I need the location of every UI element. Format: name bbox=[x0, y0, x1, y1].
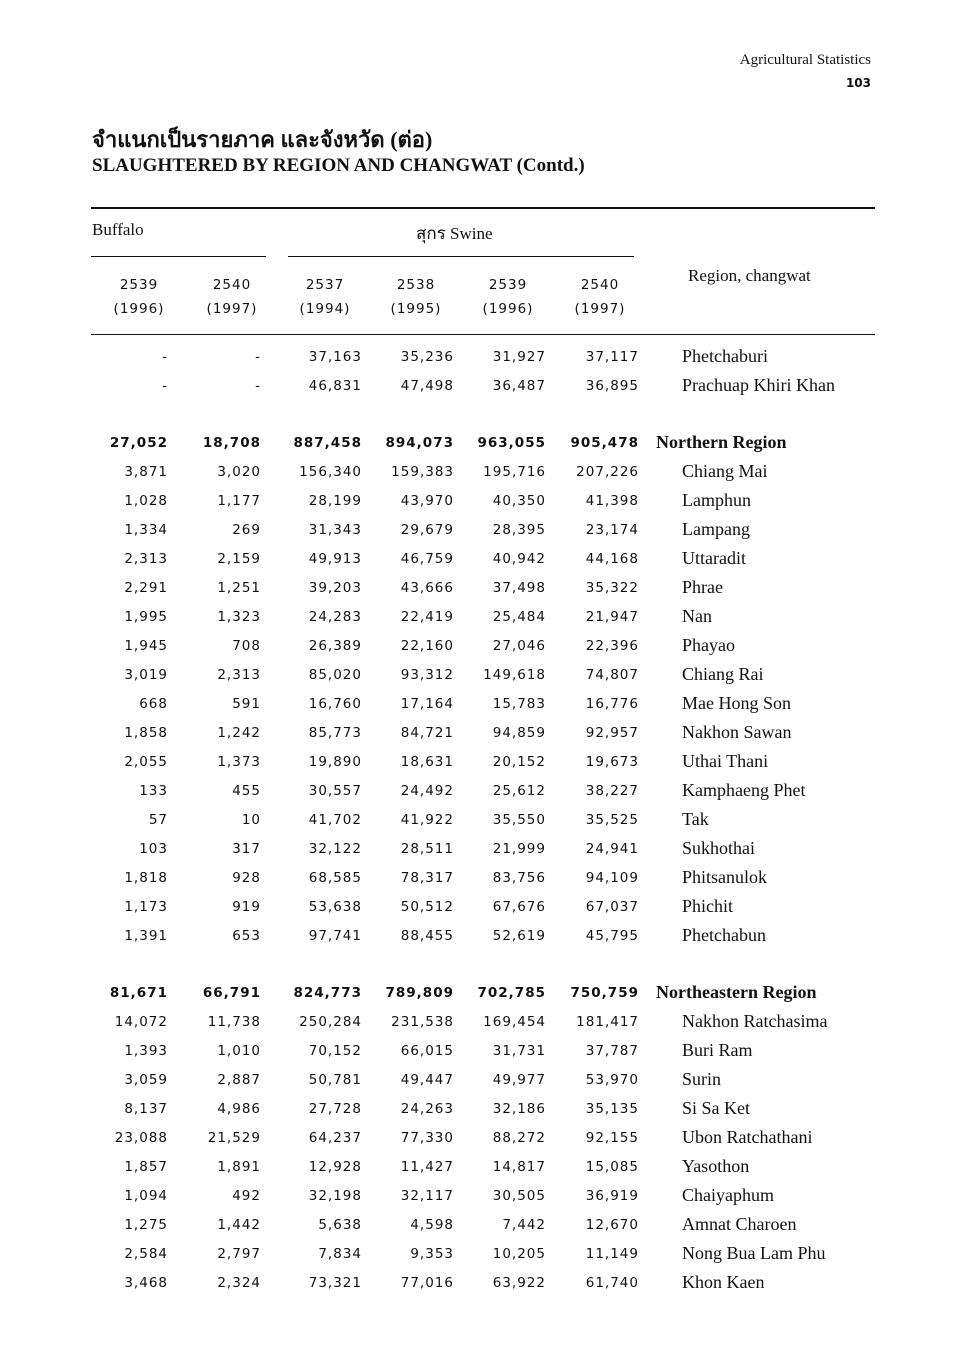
table-cell: 17,164 bbox=[400, 696, 454, 712]
row-label-changwat: Khon Kaen bbox=[682, 1272, 765, 1292]
table-row bbox=[0, 750, 966, 779]
table-cell: 1,891 bbox=[217, 1159, 261, 1175]
table-cell: 12,670 bbox=[585, 1217, 639, 1233]
table-row bbox=[0, 1126, 966, 1155]
table-cell: 231,538 bbox=[391, 1014, 454, 1030]
table-cell: - bbox=[255, 349, 261, 365]
table-cell: 455 bbox=[232, 783, 261, 799]
table-cell: 1,442 bbox=[217, 1217, 261, 1233]
table-cell: 3,871 bbox=[124, 464, 168, 480]
table-cell: 919 bbox=[232, 899, 261, 915]
row-label-changwat: Prachuap Khiri Khan bbox=[682, 375, 835, 395]
table-cell: 1,177 bbox=[217, 493, 261, 509]
table-cell: 92,155 bbox=[585, 1130, 639, 1146]
table-cell: 492 bbox=[232, 1188, 261, 1204]
table-cell: 8,137 bbox=[124, 1101, 168, 1117]
row-label-changwat: Phayao bbox=[682, 635, 735, 655]
table-cell: 39,203 bbox=[308, 580, 362, 596]
table-row bbox=[0, 837, 966, 866]
table-cell: 3,059 bbox=[124, 1072, 168, 1088]
table-cell: 70,152 bbox=[308, 1043, 362, 1059]
table-cell: 94,859 bbox=[492, 725, 546, 741]
table-row bbox=[0, 460, 966, 489]
table-row bbox=[0, 576, 966, 605]
table-cell: 66,015 bbox=[400, 1043, 454, 1059]
table-cell: 1,242 bbox=[217, 725, 261, 741]
row-label-changwat: Sukhothai bbox=[682, 838, 756, 858]
table-cell: 887,458 bbox=[293, 435, 362, 451]
table-cell: 93,312 bbox=[400, 667, 454, 683]
table-cell: 159,383 bbox=[391, 464, 454, 480]
table-cell: - bbox=[162, 349, 168, 365]
row-label-changwat: Yasothon bbox=[682, 1156, 750, 1176]
running-header-title: Agricultural Statistics bbox=[739, 52, 871, 68]
table-cell: 49,447 bbox=[400, 1072, 454, 1088]
table-cell: 97,741 bbox=[308, 928, 362, 944]
table-cell: 10 bbox=[241, 812, 261, 828]
table-cell: 1,995 bbox=[124, 609, 168, 625]
table-cell: 74,807 bbox=[585, 667, 639, 683]
table-cell: 16,760 bbox=[308, 696, 362, 712]
table-cell: 36,895 bbox=[585, 378, 639, 394]
row-label-changwat: Chiang Rai bbox=[682, 664, 764, 684]
row-label-changwat: Lampang bbox=[682, 519, 750, 539]
table-row bbox=[0, 1184, 966, 1213]
table-cell: 207,226 bbox=[576, 464, 639, 480]
table-cell: 50,781 bbox=[308, 1072, 362, 1088]
table-cell: 92,957 bbox=[585, 725, 639, 741]
row-label-changwat: Ubon Ratchathani bbox=[682, 1127, 813, 1147]
table-cell: 2,313 bbox=[124, 551, 168, 567]
table-row bbox=[0, 1039, 966, 1068]
table-cell: 46,831 bbox=[308, 378, 362, 394]
table-cell: 156,340 bbox=[299, 464, 362, 480]
table-cell: 2,291 bbox=[124, 580, 168, 596]
table-row bbox=[0, 634, 966, 663]
row-label-changwat: Chaiyaphum bbox=[682, 1185, 774, 1205]
table-cell: 28,395 bbox=[492, 522, 546, 538]
table-cell: 19,890 bbox=[308, 754, 362, 770]
table-cell: 269 bbox=[232, 522, 261, 538]
table-row bbox=[0, 1068, 966, 1097]
table-cell: 9,353 bbox=[410, 1246, 454, 1262]
table-row bbox=[0, 721, 966, 750]
table-cell: 4,598 bbox=[410, 1217, 454, 1233]
table-cell: 40,942 bbox=[492, 551, 546, 567]
row-label-changwat: Uthai Thani bbox=[682, 751, 769, 771]
table-cell: 2,324 bbox=[217, 1275, 261, 1291]
table-cell: 2,055 bbox=[124, 754, 168, 770]
table-cell: 12,928 bbox=[308, 1159, 362, 1175]
col-year-ad: (1997) bbox=[206, 301, 258, 317]
table-cell: 15,085 bbox=[585, 1159, 639, 1175]
table-cell: 11,149 bbox=[585, 1246, 639, 1262]
table-row bbox=[0, 1213, 966, 1242]
table-cell: 43,666 bbox=[400, 580, 454, 596]
table-cell: 30,505 bbox=[492, 1188, 546, 1204]
group-header-buffalo: Buffalo bbox=[92, 220, 144, 239]
table-cell: 23,174 bbox=[585, 522, 639, 538]
table-cell: 1,323 bbox=[217, 609, 261, 625]
table-top-rule bbox=[91, 207, 875, 209]
table-cell: 32,186 bbox=[492, 1101, 546, 1117]
table-cell: 35,322 bbox=[585, 580, 639, 596]
col-year-ad: (1995) bbox=[390, 301, 442, 317]
buffalo-group-rule bbox=[91, 256, 266, 257]
row-label-changwat: Phichit bbox=[682, 896, 734, 916]
table-cell: 16,776 bbox=[585, 696, 639, 712]
table-cell: 250,284 bbox=[299, 1014, 362, 1030]
table-row bbox=[0, 924, 966, 953]
table-cell: 35,135 bbox=[585, 1101, 639, 1117]
table-cell: 653 bbox=[232, 928, 261, 944]
table-cell: 28,511 bbox=[400, 841, 454, 857]
table-cell: 750,759 bbox=[570, 985, 639, 1001]
table-row bbox=[0, 1242, 966, 1271]
table-cell: 22,396 bbox=[585, 638, 639, 654]
table-row bbox=[0, 1010, 966, 1039]
table-cell: 708 bbox=[232, 638, 261, 654]
table-cell: 1,818 bbox=[124, 870, 168, 886]
table-cell: 317 bbox=[232, 841, 261, 857]
row-label-changwat: Uttaradit bbox=[682, 548, 746, 568]
table-cell: 35,236 bbox=[400, 349, 454, 365]
table-cell: 85,773 bbox=[308, 725, 362, 741]
table-cell: 10,205 bbox=[492, 1246, 546, 1262]
table-cell: 3,019 bbox=[124, 667, 168, 683]
table-row bbox=[0, 692, 966, 721]
table-cell: 41,398 bbox=[585, 493, 639, 509]
table-cell: 37,498 bbox=[492, 580, 546, 596]
row-label-changwat: Lamphun bbox=[682, 490, 751, 510]
table-row bbox=[0, 779, 966, 808]
table-cell: 32,198 bbox=[308, 1188, 362, 1204]
table-cell: 53,970 bbox=[585, 1072, 639, 1088]
table-cell: 21,529 bbox=[207, 1130, 261, 1146]
table-cell: 35,550 bbox=[492, 812, 546, 828]
table-cell: 67,037 bbox=[585, 899, 639, 915]
table-cell: 94,109 bbox=[585, 870, 639, 886]
table-cell: 22,419 bbox=[400, 609, 454, 625]
table-cell: 24,492 bbox=[400, 783, 454, 799]
table-cell: 928 bbox=[232, 870, 261, 886]
table-row bbox=[0, 866, 966, 895]
table-cell: 894,073 bbox=[385, 435, 454, 451]
table-cell: - bbox=[162, 378, 168, 394]
table-row bbox=[0, 518, 966, 547]
table-cell: 1,373 bbox=[217, 754, 261, 770]
table-cell: 7,834 bbox=[318, 1246, 362, 1262]
table-row bbox=[0, 1097, 966, 1126]
table-cell: 46,759 bbox=[400, 551, 454, 567]
table-cell: 3,468 bbox=[124, 1275, 168, 1291]
row-label-changwat: Nakhon Sawan bbox=[682, 722, 792, 742]
table-cell: 35,525 bbox=[585, 812, 639, 828]
table-cell: 14,072 bbox=[114, 1014, 168, 1030]
table-row bbox=[0, 663, 966, 692]
row-label-changwat: Amnat Charoen bbox=[682, 1214, 797, 1234]
table-cell: 133 bbox=[139, 783, 168, 799]
table-cell: 18,708 bbox=[202, 435, 261, 451]
table-row bbox=[0, 1271, 966, 1300]
table-cell: 31,927 bbox=[492, 349, 546, 365]
table-cell: 2,584 bbox=[124, 1246, 168, 1262]
table-cell: 36,487 bbox=[492, 378, 546, 394]
table-cell: 1,857 bbox=[124, 1159, 168, 1175]
table-cell: 11,427 bbox=[400, 1159, 454, 1175]
header-bottom-rule bbox=[91, 334, 875, 335]
row-label-changwat: Phetchabun bbox=[682, 925, 766, 945]
col-year-be: 2540 bbox=[580, 277, 620, 293]
table-cell: 24,941 bbox=[585, 841, 639, 857]
table-cell: 5,638 bbox=[318, 1217, 362, 1233]
table-cell: 47,498 bbox=[400, 378, 454, 394]
table-cell: 84,721 bbox=[400, 725, 454, 741]
table-cell: 591 bbox=[232, 696, 261, 712]
table-row bbox=[0, 808, 966, 837]
col-year-be: 2538 bbox=[396, 277, 436, 293]
table-row-region bbox=[0, 431, 966, 460]
table-cell: 88,455 bbox=[400, 928, 454, 944]
table-cell: 4,986 bbox=[217, 1101, 261, 1117]
table-row bbox=[0, 489, 966, 518]
row-label-changwat: Mae Hong Son bbox=[682, 693, 791, 713]
table-cell: 64,237 bbox=[308, 1130, 362, 1146]
table-title-thai: จำแนกเป็นรายภาค และจังหวัด (ต่อ) bbox=[92, 127, 433, 152]
table-row bbox=[0, 1155, 966, 1184]
table-cell: 31,343 bbox=[308, 522, 362, 538]
table-cell: 905,478 bbox=[570, 435, 639, 451]
row-label-changwat: Phetchaburi bbox=[682, 346, 768, 366]
row-label-changwat: Northeastern Region bbox=[656, 982, 817, 1002]
table-cell: 27,728 bbox=[308, 1101, 362, 1117]
table-cell: 2,313 bbox=[217, 667, 261, 683]
table-cell: 15,783 bbox=[492, 696, 546, 712]
table-cell: 19,673 bbox=[585, 754, 639, 770]
table-cell: 45,795 bbox=[585, 928, 639, 944]
table-cell: 14,817 bbox=[492, 1159, 546, 1175]
group-header-swine: สุกร Swine bbox=[416, 224, 493, 243]
table-cell: 67,676 bbox=[492, 899, 546, 915]
table-cell: 31,731 bbox=[492, 1043, 546, 1059]
table-row bbox=[0, 547, 966, 576]
table-row-region bbox=[0, 981, 966, 1010]
table-cell: 24,283 bbox=[308, 609, 362, 625]
table-row bbox=[0, 374, 966, 403]
table-cell: 37,787 bbox=[585, 1043, 639, 1059]
col-year-ad: (1996) bbox=[113, 301, 165, 317]
table-cell: 37,163 bbox=[308, 349, 362, 365]
table-cell: 38,227 bbox=[585, 783, 639, 799]
table-cell: 73,321 bbox=[308, 1275, 362, 1291]
table-cell: 63,922 bbox=[492, 1275, 546, 1291]
table-cell: 29,679 bbox=[400, 522, 454, 538]
table-row bbox=[0, 605, 966, 634]
table-cell: 2,159 bbox=[217, 551, 261, 567]
table-cell: 81,671 bbox=[109, 985, 168, 1001]
table-cell: 11,738 bbox=[207, 1014, 261, 1030]
table-cell: 41,702 bbox=[308, 812, 362, 828]
table-cell: 83,756 bbox=[492, 870, 546, 886]
swine-group-rule bbox=[288, 256, 634, 257]
table-cell: 103 bbox=[139, 841, 168, 857]
table-cell: 1,334 bbox=[124, 522, 168, 538]
row-label-changwat: Chiang Mai bbox=[682, 461, 768, 481]
table-cell: 66,791 bbox=[202, 985, 261, 1001]
row-label-changwat: Phrae bbox=[682, 577, 723, 597]
table-cell: 149,618 bbox=[483, 667, 546, 683]
table-cell: 2,797 bbox=[217, 1246, 261, 1262]
table-cell: 26,389 bbox=[308, 638, 362, 654]
row-label-changwat: Nan bbox=[682, 606, 712, 626]
table-cell: 27,052 bbox=[109, 435, 168, 451]
table-cell: 1,945 bbox=[124, 638, 168, 654]
table-cell: - bbox=[255, 378, 261, 394]
table-cell: 20,152 bbox=[492, 754, 546, 770]
table-cell: 1,094 bbox=[124, 1188, 168, 1204]
table-cell: 963,055 bbox=[477, 435, 546, 451]
table-cell: 32,117 bbox=[400, 1188, 454, 1204]
table-cell: 2,887 bbox=[217, 1072, 261, 1088]
table-cell: 78,317 bbox=[400, 870, 454, 886]
table-cell: 41,922 bbox=[400, 812, 454, 828]
table-cell: 789,809 bbox=[385, 985, 454, 1001]
table-cell: 68,585 bbox=[308, 870, 362, 886]
col-year-be: 2539 bbox=[488, 277, 528, 293]
row-label-changwat: Buri Ram bbox=[682, 1040, 753, 1060]
row-label-changwat: Surin bbox=[682, 1069, 722, 1089]
table-cell: 49,913 bbox=[308, 551, 362, 567]
row-label-changwat: Si Sa Ket bbox=[682, 1098, 751, 1118]
table-cell: 3,020 bbox=[217, 464, 261, 480]
page-number: 103 bbox=[845, 76, 871, 90]
table-cell: 88,272 bbox=[492, 1130, 546, 1146]
table-cell: 52,619 bbox=[492, 928, 546, 944]
table-cell: 77,330 bbox=[400, 1130, 454, 1146]
table-cell: 21,999 bbox=[492, 841, 546, 857]
table-cell: 30,557 bbox=[308, 783, 362, 799]
table-cell: 25,612 bbox=[492, 783, 546, 799]
table-row bbox=[0, 345, 966, 374]
table-cell: 24,263 bbox=[400, 1101, 454, 1117]
table-cell: 43,970 bbox=[400, 493, 454, 509]
table-cell: 77,016 bbox=[400, 1275, 454, 1291]
table-cell: 1,391 bbox=[124, 928, 168, 944]
row-label-changwat: Nakhon Ratchasima bbox=[682, 1011, 828, 1031]
table-cell: 1,251 bbox=[217, 580, 261, 596]
table-cell: 44,168 bbox=[585, 551, 639, 567]
table-cell: 7,442 bbox=[502, 1217, 546, 1233]
col-year-ad: (1996) bbox=[482, 301, 534, 317]
table-cell: 53,638 bbox=[308, 899, 362, 915]
table-row bbox=[0, 895, 966, 924]
table-cell: 668 bbox=[139, 696, 168, 712]
table-cell: 27,046 bbox=[492, 638, 546, 654]
table-cell: 23,088 bbox=[114, 1130, 168, 1146]
table-cell: 85,020 bbox=[308, 667, 362, 683]
col-year-be: 2537 bbox=[305, 277, 345, 293]
row-label-changwat: Northern Region bbox=[656, 432, 787, 452]
table-cell: 195,716 bbox=[483, 464, 546, 480]
region-changwat-header: Region, changwat bbox=[688, 266, 811, 285]
table-cell: 49,977 bbox=[492, 1072, 546, 1088]
col-year-be: 2539 bbox=[119, 277, 159, 293]
table-cell: 50,512 bbox=[400, 899, 454, 915]
table-cell: 1,858 bbox=[124, 725, 168, 741]
table-cell: 702,785 bbox=[477, 985, 546, 1001]
table-cell: 18,631 bbox=[400, 754, 454, 770]
row-label-changwat: Tak bbox=[682, 809, 709, 829]
table-cell: 169,454 bbox=[483, 1014, 546, 1030]
table-cell: 1,028 bbox=[124, 493, 168, 509]
table-title-english: SLAUGHTERED BY REGION AND CHANGWAT (Contd.) bbox=[92, 155, 585, 176]
row-label-changwat: Nong Bua Lam Phu bbox=[682, 1243, 826, 1263]
table-cell: 21,947 bbox=[585, 609, 639, 625]
table-cell: 181,417 bbox=[576, 1014, 639, 1030]
table-cell: 32,122 bbox=[308, 841, 362, 857]
table-cell: 22,160 bbox=[400, 638, 454, 654]
col-year-ad: (1997) bbox=[574, 301, 626, 317]
col-year-ad: (1994) bbox=[299, 301, 351, 317]
table-cell: 40,350 bbox=[492, 493, 546, 509]
table-cell: 37,117 bbox=[585, 349, 639, 365]
row-label-changwat: Kamphaeng Phet bbox=[682, 780, 806, 800]
table-cell: 1,010 bbox=[217, 1043, 261, 1059]
table-cell: 1,393 bbox=[124, 1043, 168, 1059]
col-year-be: 2540 bbox=[212, 277, 252, 293]
table-cell: 1,275 bbox=[124, 1217, 168, 1233]
table-cell: 28,199 bbox=[308, 493, 362, 509]
table-cell: 1,173 bbox=[124, 899, 168, 915]
table-cell: 25,484 bbox=[492, 609, 546, 625]
table-cell: 36,919 bbox=[585, 1188, 639, 1204]
table-cell: 824,773 bbox=[293, 985, 362, 1001]
row-label-changwat: Phitsanulok bbox=[682, 867, 768, 887]
table-cell: 61,740 bbox=[585, 1275, 639, 1291]
table-cell: 57 bbox=[148, 812, 168, 828]
